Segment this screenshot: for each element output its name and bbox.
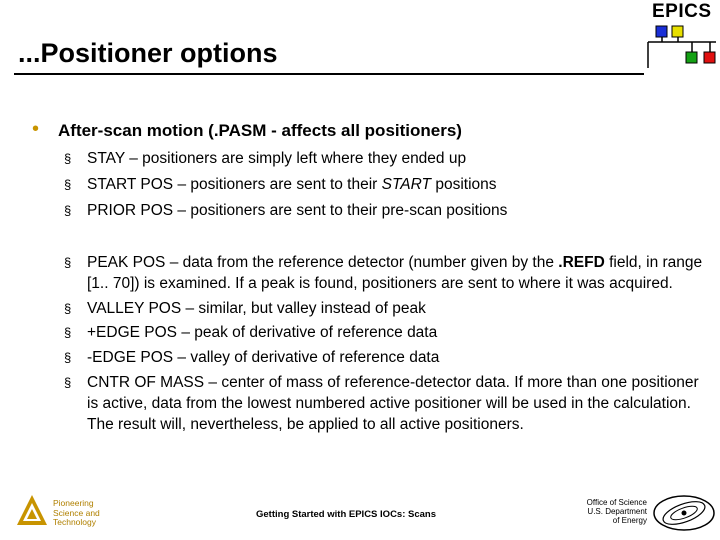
list-item-prior-pos: § PRIOR POS – positioners are sent to their pre-scan positions (64, 201, 704, 222)
list-item-valley-pos: § VALLEY POS – similar, but valley instead of peak (64, 299, 704, 320)
list-item-plus-edge-pos: § +EDGE POS – peak of derivative of reference data (64, 323, 704, 344)
epics-logo-text: EPICS (652, 1, 712, 22)
epics-network-icon (644, 24, 718, 68)
footer-tagline-line: Pioneering (53, 498, 94, 508)
title-divider (14, 73, 644, 75)
peak-pos-text-a: PEAK POS – data from the reference detector (number given by the (87, 254, 559, 271)
doe-seal-icon (652, 494, 716, 532)
footer-tagline-line: Science and (53, 507, 100, 518)
start-pos-text-post: positions (431, 175, 497, 193)
bullet-dot-icon: • (32, 118, 40, 140)
argonne-logo-icon (16, 494, 48, 526)
refd-field-name: .REFD (558, 254, 605, 271)
footer-office (555, 498, 647, 525)
footer-course-title: Getting Started with EPICS IOCs: Scans (256, 509, 437, 520)
start-pos-emphasis: START (381, 175, 432, 193)
sub-list-return-options (64, 149, 704, 226)
list-item-stay: § STAY – positioners are simply left where they ended up (64, 149, 704, 170)
list-item-peak-pos (64, 253, 704, 295)
page-title: ...Positioner options (18, 38, 278, 68)
start-pos-text-pre: START POS – positioners are sent to their (87, 175, 382, 193)
footer-office-line: Office of Science (586, 498, 647, 507)
sub-list-detector-options (64, 253, 704, 439)
list-item-start-pos (64, 175, 704, 196)
main-bullet-text: After-scan motion (.PASM - affects all positioners) (58, 121, 462, 140)
footer-office-line: of Energy (612, 516, 647, 525)
footer-tagline-line: Technology (53, 517, 97, 527)
footer-tagline (53, 499, 100, 528)
main-bullet (32, 120, 462, 141)
list-item-cntr-of-mass: § CNTR OF MASS – center of mass of reference-detector data. If more than one positioner is active, data from the lowest numbered active positioner will be used in the calculation. The result will, nevertheless, be applied to all active positioners. (64, 373, 704, 435)
list-item-minus-edge-pos: § -EDGE POS – valley of derivative of reference data (64, 348, 704, 369)
peak-pos-text-c: field, in range [1.. 70]) is examined. If a peak is found, positioners are sent to where it was acquired. (87, 254, 703, 292)
footer-office-line: U.S. Department (587, 507, 647, 516)
